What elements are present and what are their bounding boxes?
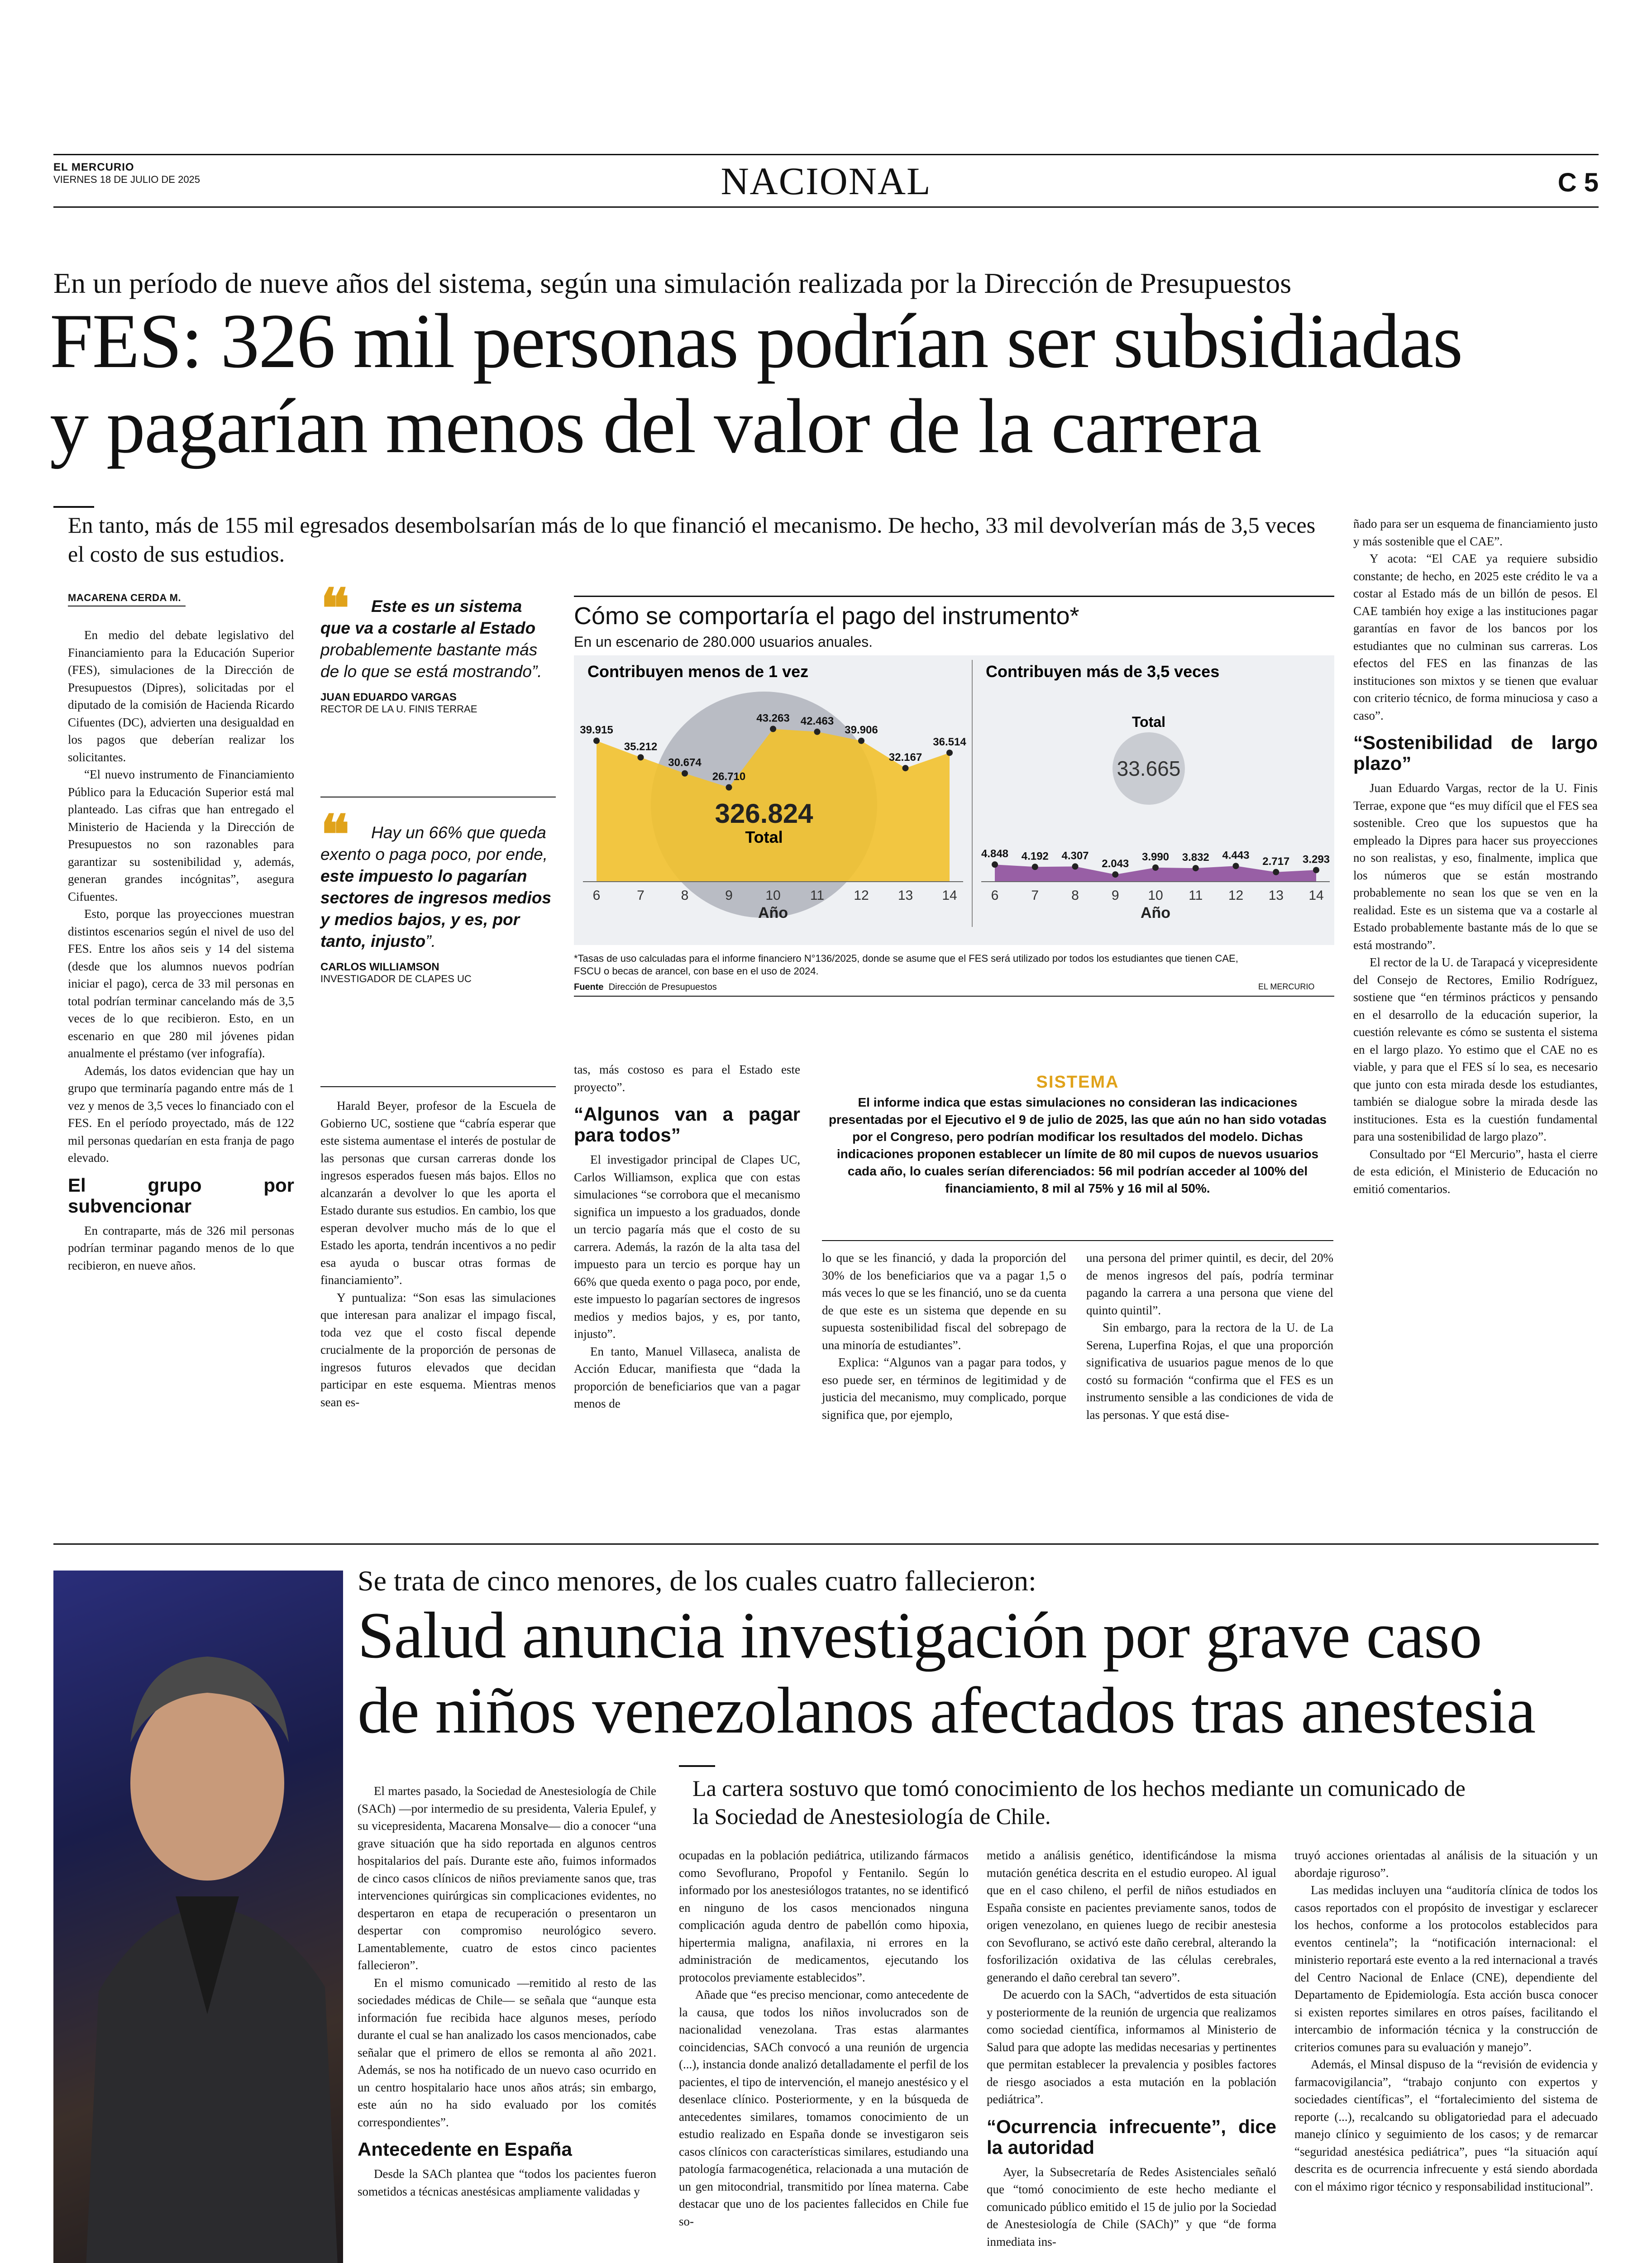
data-label: 26.710 [712, 770, 746, 783]
story2-col4 [1294, 1847, 1598, 2195]
x-tick-label: 8 [1071, 888, 1079, 903]
masthead-rule [53, 206, 1599, 208]
subheading: “Ocurrencia infrecuente”, dice la autoridad [987, 2115, 1276, 2158]
data-point [638, 754, 644, 760]
paragraph: tas, más costoso es para el Estado este proyecto”. [574, 1063, 800, 1094]
data-label: 35.212 [624, 740, 658, 753]
story1-col3 [574, 1061, 800, 1413]
infographic-bottom-rule [574, 996, 1334, 997]
x-tick-label: 7 [1031, 888, 1039, 903]
x-tick-label: 10 [765, 888, 781, 903]
paragraph: ñado para ser un esquema de financiamiento justo y más sostenible que el CAE”. [1353, 517, 1598, 548]
story2-col3 [987, 1847, 1276, 2250]
paragraph: Juan Eduardo Vargas, rector de la U. Finis Terrae, expone que “es muy difícil que el FES sea sostenible. Creo que los supuestos que ha empleado la Dipres para hacer sus proyecciones no son realistas, y eso, finalmente, implica que los números que se están mostrando probablemente no sean los que se ven en la realidad. Este es un sistema que va a costarle al Estado probablemente bastante más de lo que se está mostrando”. [1353, 781, 1598, 952]
infographic-footnote: *Tasas de uso calculadas para el informe financiero N°136/2025, donde se asume que el FES será utilizado por todos los estudiantes que tienen CAE, FSCU o becas de arancel, con base en el uso de 2024. [574, 953, 1238, 977]
data-point [1233, 863, 1239, 869]
paragraph: En contraparte, más de 326 mil personas podrían terminar pagando menos de lo que recibieron, en nueve años. [68, 1223, 294, 1272]
sistema-box [822, 1073, 1333, 1197]
story2-headline-line1: Salud anuncia investigación por grave caso [358, 1599, 1482, 1672]
quote-fragment: Estado [479, 619, 536, 637]
issue-date: VIERNES 18 DE JULIO DE 2025 [53, 174, 201, 185]
paragraph: De acuerdo con la SACh, “advertidos de esta situación y posteriormente de la reunión de urgencia que realizamos como sociedad científica, informamos al Ministerio de Salud para que adopte las medidas necesarias y pertinentes que permitan establecer la prevalencia y posibles factores de riesgo asociados a esta mutación en la población pediátrica”. [987, 1988, 1276, 2106]
story1-headline-line1: FES: 326 mil personas podrían ser subsidiadas [50, 298, 1462, 384]
story1-col6 [1353, 515, 1598, 1198]
quote-fragment: probablemente bastante más de lo que se está mostrando”. [320, 640, 542, 681]
face-shape [130, 1686, 284, 1881]
data-label: 30.674 [668, 756, 702, 769]
subheading: Antecedente en España [358, 2139, 572, 2160]
data-label: 3.293 [1302, 853, 1330, 866]
data-point [946, 750, 953, 756]
sistema-text: El informe indica que estas simulaciones no consideran las indicaciones presentadas por el Ejecutivo el 9 de julio de 2025, las que aún no han sido votadas por el Congreso, pero podrían modificar los resultados del modelo. Dichas indicaciones proponen establecer un límite de 80 mil cupos de nuevos usuarios cada año, lo cuales serían diferenciados: 56 mil podrían acceder al 100% del financiamiento, 8 mil al 75% y 16 mil al 50%. [828, 1095, 1327, 1195]
story1-deck: En tanto, más de 155 mil egresados desembolsarían más de lo que financió el mecanismo. De hecho, 33 mil devolverían más de 3,5 veces el costo de sus estudios. [68, 512, 1316, 567]
paragraph: En tanto, Manuel Villaseca, analista de Acción Educar, manifiesta que “dada la proporción de beneficiarios que van a pagar menos de [574, 1344, 800, 1410]
paragraph: El rector de la U. de Tarapacá y vicepresidente del Consejo de Rectores, Emilio Rodríguez, sostiene que “en términos prácticos y pensando en el desarrollo de la educación superior, la cuestión relevante es cómo se sustenta el sistema en el largo plazo. Yo estimo que el CAE no es viable, y para que el FES sí lo sea, es necesario que junto con esta mirada desde los estudiantes, también se dialogue sobre la mirada desde las instituciones. Esta es la cuestión fundamental para una sostenibilidad de largo plazo”. [1353, 955, 1598, 1143]
data-label: 2.043 [1102, 858, 1129, 870]
paragraph: Harald Beyer, profesor de la Escuela de Gobierno UC, sostiene que “cabría esperar que este sistema aumentase el interés de postular de las personas que cursan carreras donde los ingresos esperados fuesen más bajos. Ellos no alcanzarán a devolver lo que les aporta el Estado durante sus estudios. En cambio, los que esperan devolver mucho más de lo que el Estado les aporta, tendrán incentivos a no pedir esa ayuda o buscar otras formas de financiamiento”. [320, 1099, 556, 1287]
x-tick-label: 6 [991, 888, 999, 903]
infographic-chart [574, 655, 1334, 945]
paragraph: truyó acciones orientadas al análisis de la situación y un abordaje riguroso”. [1294, 1848, 1598, 1880]
data-point [682, 770, 688, 777]
martorell-photo [53, 1571, 343, 2263]
x-tick-label: 10 [1148, 888, 1163, 903]
infographic-subtitle: En un escenario de 280.000 usuarios anuales. [574, 634, 873, 650]
data-point [992, 861, 998, 868]
story2-col2 [679, 1847, 969, 2230]
paragraph: ocupadas en la población pediátrica, utilizando fármacos como Sevoflurano, Propofol y Fentanilo. Según lo informado por los anestesiólogos tratantes, no se identificó en ninguno de los casos mencionados ninguna complicación aguda dentro de pabellón como hipoxia, hipertermia maligna, anafilaxia, ni errores en la administración de medicamentos, ejecutando los protocolos previamente establecidos”. [679, 1848, 969, 1984]
data-point [814, 729, 821, 735]
quote-role: INVESTIGADOR DE CLAPES UC [320, 973, 472, 984]
paragraph: Además, el Minsal dispuso de la “revisión de evidencia y farmacovigilancia”, “trabajo conjunto con expertos y sociedades científicas”, el “fortalecimiento del sistema de reporte (...), recalcando su obligatoriedad para el adecuado manejo clínico y seguimiento de los casos; y de remarcar “seguridad anestésica pediátrica”, pues “la situación aquí descrita es de ocurrencia infrecuente y está siendo abordada con el máximo rigor técnico y responsabilidad institucional”. [1294, 2058, 1598, 2193]
story1-col2 [320, 1097, 556, 1411]
paragraph: Y puntualiza: “Son esas las simulaciones que interesan para analizar el impago fiscal, toda vez que el costo fiscal depende crucialmente de la proporción de personas de ingresos futuros elevados que decidan participar en este esquema. Mientras menos sean es- [320, 1290, 556, 1409]
data-label: 4.192 [1021, 850, 1049, 863]
quote-box-2 [320, 803, 556, 985]
story1-kicker: En un período de nueve años del sistema, según una simulación realizada por la Dirección de Presupuestos [53, 267, 1292, 299]
data-point [902, 765, 909, 771]
paper-name: EL MERCURIO [53, 161, 134, 173]
data-label: 3.990 [1141, 850, 1170, 863]
total-label: Total [745, 828, 783, 846]
x-tick-label: 13 [898, 888, 913, 903]
paragraph: Y acota: “El CAE ya requiere subsidio constante; de hecho, en 2025 este crédito le va a costar al Estado más de un billón de pesos. El CAE también hoy exige a las instituciones pagar garantías en favor de los bancos por los estudiantes que no culminan sus carreras. Los efectos del FES en las finanzas de las instituciones son mixtos y se tienen que evaluar con criterio técnico, de forma minuciosa y caso a caso”. [1353, 552, 1598, 722]
story1-col5 [1086, 1249, 1333, 1423]
quote-fragment: este impuesto lo pagarían sectores de ingresos medios y medios bajos, y es, por tanto, injusto [320, 867, 551, 950]
section-title: NACIONAL [721, 159, 931, 203]
total-label: Total [1132, 714, 1166, 730]
story2-kicker: Se trata de cinco menores, de los cuales cuatro fallecieron: [358, 1565, 1036, 1597]
paragraph: Añade que “es preciso mencionar, como antecedente de la causa, que todos los niños involucrados son de nacionalidad venezolana. Tras estas alarmantes coincidencias, SACh convocó a una reunión de urgencia (...), instancia donde analizó detalladamente el perfil de los pacientes, el tipo de intervención, el manejo anestésico y el desenlace clínico. Posteriormente, y en la búsqueda de antecedentes similares, tomamos conocimiento de un estudio realizado en España donde se investigaron seis casos clínicos con características similares, estudiando una patología farmacogenética, relacionada a una mutación de un gen mitocondrial, transmitido por línea materna. Cabe destacar que uno de los pacientes fallecidos en Chile fue so- [679, 1988, 969, 2228]
paragraph: Explica: “Algunos van a pagar para todos, y eso puede ser, en términos de legitimidad y de justicia del mecanismo, muy complicado, porque significa que, por ejemplo, [822, 1356, 1066, 1422]
data-point [1152, 864, 1159, 871]
left-panel-title: Contribuyen menos de 1 vez [587, 662, 809, 681]
subheading: “Sostenibilidad de largo plazo” [1353, 732, 1598, 774]
data-label: 4.443 [1222, 849, 1250, 862]
infographic-top-rule [574, 596, 1334, 597]
paragraph: El martes pasado, la Sociedad de Anestesiología de Chile (SACh) —por intermedio de su presidenta, Valeria Epulef, y su vicepresidenta, Macarena Monsalve— dio a conocer “una grave situación que ha sido reportada en algunos centros hospitalarios del país. Durante este año, fuimos informados de cinco casos clínicos de niños previamente sanos que, tras intervenciones quirúrgicas sin complicaciones evidentes, no despertaron en etapa de recuperación o presentaron un despertar con compromiso neurológico severo. Lamentablemente, cuatro de estos cinco pacientes fallecieron”. [358, 1784, 656, 1972]
subheading: El grupo por subvencionar [68, 1174, 294, 1217]
paragraph: Ayer, la Subsecretaría de Redes Asistenciales señaló que “tomó conocimiento de este hecho mediante el comunicado público emitido el 15 de julio por la Sociedad de Anestesiología de Chile (SACh)” y que “de forma inmediata ins- [987, 2165, 1276, 2249]
data-point [1313, 867, 1319, 873]
data-point [770, 726, 776, 732]
data-point [1032, 864, 1038, 870]
quote-text [320, 822, 556, 952]
x-tick-label: 8 [681, 888, 689, 903]
quote-text [320, 596, 556, 683]
x-tick-label: 13 [1268, 888, 1284, 903]
story1-col1 [68, 626, 294, 1274]
quote-attribution [320, 961, 556, 985]
quote-rule [320, 1086, 556, 1087]
x-tick-label: 7 [637, 888, 645, 903]
data-label: 3.832 [1182, 851, 1209, 864]
paragraph: Sin embargo, para la rectora de la U. de La Serena, Luperfina Rojas, el que una proporción significativa de usuarios pague menos de lo que costó su formación “confirma que el FES es un instrumento sensible a las condiciones de vida de las personas. Y que está dise- [1086, 1321, 1333, 1422]
data-label: 32.167 [888, 751, 922, 764]
story1-headline-line2: y pagarían menos del valor de la carrera [50, 383, 1261, 469]
paragraph: El investigador principal de Clapes UC, Carlos Williamson, explica que con estas simulaciones “se corrobora que el mecanismo significa un impuesto a los graduados, donde un tercio pagaría más que el costo de su carrera. Además, la razón de la alta tasa del impuesto para un tercio es porque hay un 66% que queda exento o paga poco, por ende, este impuesto lo pagarían sectores de ingresos medios y medios bajos, y es, por tanto, injusto”. [574, 1153, 800, 1341]
data-label: 4.307 [1061, 850, 1089, 862]
page-number: C 5 [1557, 168, 1599, 197]
x-tick-label: 9 [1111, 888, 1119, 903]
data-point [1112, 871, 1118, 878]
paragraph: Además, los datos evidencian que hay un grupo que terminaría pagando entre más de 1 vez y menos de 3,5 veces lo financiado con el FES. En el período proyectado, más de 122 mil personas quedarían en esta franja de pago elevado. [68, 1064, 294, 1165]
infographic-title: Cómo se comportaría el pago del instrumento* [574, 602, 1079, 630]
paragraph: una persona del primer quintil, es decir, del 20% de menos ingresos del país, podría terminar pagando la carrera a una persona que viene del quinto quintil”. [1086, 1251, 1333, 1317]
top-rule [53, 154, 1599, 155]
data-label: 4.848 [981, 848, 1009, 860]
quote-mark-icon: ❝ [320, 577, 350, 640]
source-label: Fuente [574, 982, 604, 992]
paragraph: En el mismo comunicado —remitido al resto de las sociedades médicas de Chile— se señala que “aunque esta información fue recibida hace algunos meses, período durante el cual se han analizado los casos mencionados, cabe señalar que el primero de ellos se remonta al año 2021. Además, se nos ha notificado de un nuevo caso ocurrido en un centro hospitalario hace unos años atrás; sin embargo, este aún no ha sido evaluado por los comités correspondientes”. [358, 1976, 656, 2129]
data-label: 42.463 [800, 715, 834, 727]
paragraph: Esto, porque las proyecciones muestran distintos escenarios según el nivel de uso del FES. Entre los años seis y 14 del sistema (desde que los alumnos nuevos podrían iniciar el pago), cerca de 33 mil personas en total podrían terminar cancelando más de 3,5 veces de lo que recibieron. Esto, en un escenario en que 280 mil jóvenes pidan anualmente el préstamo (ver infografía). [68, 907, 294, 1060]
x-tick-label: 11 [810, 888, 825, 903]
data-point [1193, 865, 1199, 871]
deck-rule [679, 1765, 715, 1767]
data-label: 39.915 [580, 724, 613, 736]
quote-role: RECTOR DE LA U. FINIS TERRAE [320, 703, 477, 715]
story2-headline-line2: de niños venezolanos afectados tras anestesia [358, 1674, 1536, 1747]
data-label: 36.514 [933, 736, 966, 749]
story2-deck: La cartera sostuvo que tomó conocimiento de los hechos mediante un comunicado de la Sociedad de Anestesiología de Chile. [692, 1776, 1466, 1829]
x-tick-label: 6 [592, 888, 601, 903]
quote-box-1 [320, 577, 556, 715]
right-panel-title: Contribuyen más de 3,5 veces [986, 662, 1220, 681]
x-axis-label: Año [1140, 904, 1171, 921]
infographic-svg [574, 655, 1334, 945]
paragraph: Desde la SACh plantea que “todos los pacientes fueron sometidos a técnicas anestésicas ampliamente validadas y [358, 2167, 656, 2198]
infographic-credit: EL MERCURIO [1258, 982, 1315, 991]
story1-headline [50, 299, 1598, 469]
quote-fragment: Este es un sistema que va a costarle al [320, 597, 522, 637]
story1-byline: MACARENA CERDA M. [68, 592, 181, 603]
x-tick-label: 12 [1228, 888, 1244, 903]
x-tick-label: 11 [1189, 888, 1203, 903]
data-label: 43.263 [756, 712, 790, 725]
data-point [1072, 863, 1079, 869]
quote-fragment: Hay un 66% que queda exento o paga poco, por ende, [320, 823, 548, 864]
paragraph: “El nuevo instrumento de Financiamiento Público para la Educación Superior está mal planteado. Las cifras que han entregado el Ministerio de Hacienda y la Dirección de Presupuestos no son razonables para garantizar su sostenibilidad y, además, generan grandes incógnitas”, asegura Cifuentes. [68, 768, 294, 903]
quote-mark-icon: ❝ [320, 803, 350, 867]
quote-attribution [320, 692, 556, 715]
subheading: “Algunos van a pagar para todos” [574, 1103, 800, 1146]
source-text: Dirección de Presupuestos [608, 982, 717, 992]
sistema-title: SISTEMA [1036, 1073, 1119, 1092]
infographic-source [574, 982, 717, 993]
data-point [858, 738, 864, 744]
data-point [1273, 869, 1279, 875]
quote-fragment: ”. [425, 932, 436, 950]
story1-col4 [822, 1249, 1066, 1423]
sistema-rule [822, 1240, 1333, 1241]
deck-rule [53, 506, 94, 508]
x-axis-label: Año [758, 904, 788, 921]
quote-name: JUAN EDUARDO VARGAS [320, 691, 457, 703]
x-tick-label: 9 [725, 888, 733, 903]
story2-col1 [358, 1782, 656, 2200]
portrait-illustration [53, 1571, 343, 2263]
data-point [593, 738, 600, 744]
paragraph: En medio del debate legislativo del Financiamiento para la Educación Superior (FES), simulaciones de la Dirección de Presupuestos (Dipres), solicitadas por el diputado de la comisión de Hacienda Ricardo Cifuentes (DC), advierten una desigualdad en los pagos que deberían realizar los solicitantes. [68, 628, 294, 764]
story2-headline [358, 1598, 1607, 1748]
x-tick-label: 14 [942, 888, 957, 903]
data-label: 39.906 [845, 724, 878, 736]
total-value: 33.665 [1117, 757, 1181, 780]
paragraph: lo que se les financió, y dada la proporción del 30% de los beneficiarios que va a pagar 1,5 o más veces lo que se les financió, uno se da cuenta de que este es un sistema que depende en su supuesta sostenibilidad fiscal del sobrepago de una minoría de estudiantes”. [822, 1251, 1066, 1352]
quote-name: CARLOS WILLIAMSON [320, 961, 439, 973]
story2-top-rule [53, 1543, 1599, 1545]
data-label: 2.717 [1262, 855, 1290, 868]
x-tick-label: 12 [854, 888, 869, 903]
x-tick-label: 14 [1308, 888, 1324, 903]
data-point [726, 784, 732, 791]
paragraph: metido a análisis genético, identificándose la misma mutación genética descrita en el estudio europeo. Al igual que en el caso chileno, el perfil de niños estudiados en España consiste en pacientes previamente sanos, todos de origen venezolano, en quienes luego de recibir anestesia con Sevoflurano, se activó este daño cerebral, alterando la fosforilización oxidativa de las células cerebrales, generando el daño cerebral tan severo”. [987, 1848, 1276, 1984]
paragraph: Las medidas incluyen una “auditoría clínica de todos los casos reportados con el propósito de investigar y esclarecer los hechos, conforme a los protocolos establecidos para eventos centinela”; la “notificación internacional: el ministerio reportará este evento a la red internacional a través del Centro Nacional de Enlace (CNE), dependiente del Departamento de Epidemiología. Esta acción busca conocer si existen reportes similares en otros países, facilitando el intercambio de información técnica y la construcción de criterios comunes para su evaluación y manejo”. [1294, 1883, 1598, 2054]
total-value: 326.824 [715, 798, 813, 829]
paragraph: Consultado por “El Mercurio”, hasta el cierre de esta edición, el Ministerio de Educación no emitió comentarios. [1353, 1147, 1598, 1196]
